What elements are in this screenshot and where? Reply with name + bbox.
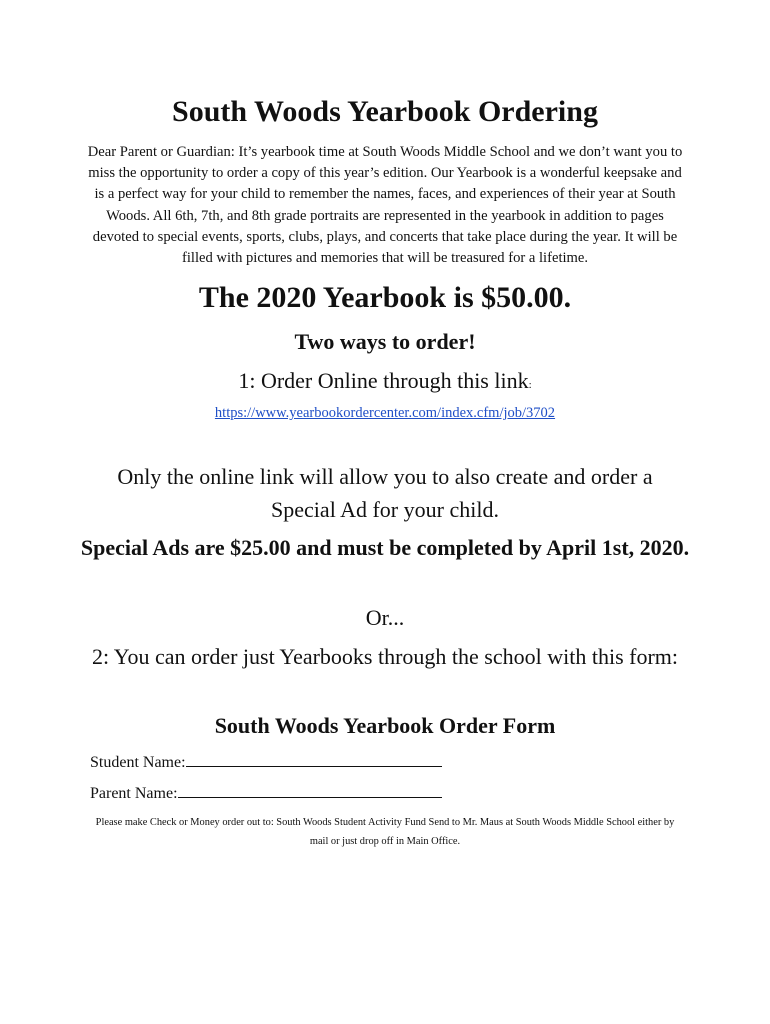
order-form-title: South Woods Yearbook Order Form xyxy=(214,713,556,738)
online-only-note: Only the online link will allow you to also create and order a Special Ad for your child. xyxy=(117,464,653,522)
option-one-text: 1: Order Online through this link xyxy=(238,368,529,393)
page-title: South Woods Yearbook Ordering xyxy=(172,95,598,128)
ways-heading: Two ways to order! xyxy=(294,329,476,354)
intro-paragraph: Dear Parent or Guardian: It’s yearbook time at South Woods Middle School and we don’t want you to miss the opportunity to order a copy of this year’s edition. Our Yearbook is a wonderful keepsake and is a perfect way for your child to remember the names, faces, and experiences of their year at South Woods. All 6th, 7th, and 8th grade portraits are represented in the yearbook in addition to pages devoted to special events, sports, clubs, plays, and concerts that take place during the year. It will be filled with pictures and memories that will be treasured for a lifetime. xyxy=(87,144,683,267)
parent-name-blank[interactable] xyxy=(178,796,442,798)
order-link-line xyxy=(0,403,770,423)
payment-instructions: Please make Check or Money order out to: South Woods Student Activity Fund Send to Mr. Maus at South Woods Middle School either by mail or just drop off in Main Office. xyxy=(95,817,675,847)
student-name-label: Student Name: xyxy=(90,754,186,771)
parent-name-field[interactable] xyxy=(90,783,442,805)
price-heading: The 2020 Yearbook is $50.00. xyxy=(198,281,572,314)
parent-name-label: Parent Name: xyxy=(90,785,178,802)
option-one-colon: : xyxy=(528,379,532,391)
special-ads-note: Special Ads are $25.00 and must be completed by April 1st, 2020. xyxy=(80,535,690,560)
option-two-text: 2: You can order just Yearbooks through the school with this form: xyxy=(91,644,679,669)
student-name-field[interactable] xyxy=(90,752,442,774)
or-separator: Or... xyxy=(365,605,405,630)
student-name-blank[interactable] xyxy=(186,765,442,767)
order-online-link[interactable]: https://www.yearbookordercenter.com/index.cfm/job/3702 xyxy=(214,405,556,421)
option-one-line xyxy=(0,366,770,400)
